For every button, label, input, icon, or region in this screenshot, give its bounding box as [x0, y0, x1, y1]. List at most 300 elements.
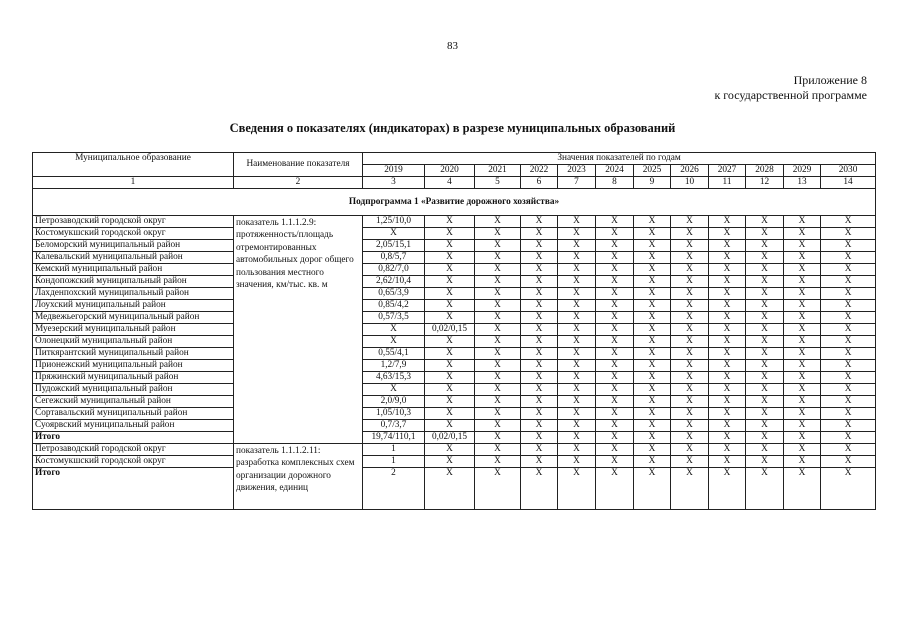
municipality-cell: Кондопожский муниципальный район — [33, 276, 234, 288]
value-cell: Х — [709, 216, 746, 228]
column-number: 3 — [363, 177, 425, 189]
value-cell: Х — [746, 300, 784, 312]
value-cell: 1 — [363, 456, 425, 468]
value-cell: Х — [709, 408, 746, 420]
column-number: 12 — [746, 177, 784, 189]
value-cell: Х — [709, 240, 746, 252]
total-value-cell: Х — [521, 432, 558, 444]
value-cell: Х — [475, 300, 521, 312]
value-cell: Х — [596, 264, 634, 276]
total-value-cell: Х — [671, 432, 709, 444]
value-cell: 0,55/4,1 — [363, 348, 425, 360]
value-cell: Х — [596, 408, 634, 420]
value-cell: Х — [558, 252, 596, 264]
table-row — [33, 360, 876, 372]
value-cell: Х — [671, 372, 709, 384]
header-indicator-name: Наименование показателя — [234, 153, 363, 177]
value-cell: Х — [746, 408, 784, 420]
value-cell: Х — [671, 444, 709, 456]
value-cell: Х — [709, 444, 746, 456]
municipality-cell: Беломорский муниципальный район — [33, 240, 234, 252]
table-row — [33, 336, 876, 348]
total-value-cell: Х — [821, 468, 876, 510]
column-number: 1 — [33, 177, 234, 189]
municipality-cell: Лоухский муниципальный район — [33, 300, 234, 312]
value-cell: Х — [709, 372, 746, 384]
value-cell: Х — [821, 252, 876, 264]
total-value-cell: 19,74/110,1 — [363, 432, 425, 444]
value-cell: Х — [596, 384, 634, 396]
value-cell: Х — [821, 384, 876, 396]
value-cell: Х — [521, 360, 558, 372]
table-row — [33, 240, 876, 252]
value-cell: Х — [671, 360, 709, 372]
value-cell: Х — [634, 300, 671, 312]
municipality-cell: Суоярвский муниципальный район — [33, 420, 234, 432]
column-number: 4 — [425, 177, 475, 189]
value-cell: Х — [634, 276, 671, 288]
value-cell: Х — [709, 336, 746, 348]
column-number: 11 — [709, 177, 746, 189]
value-cell: Х — [596, 456, 634, 468]
table-row — [33, 252, 876, 264]
total-value-cell: Х — [521, 468, 558, 510]
municipality-cell: Муезерский муниципальный район — [33, 324, 234, 336]
value-cell: Х — [634, 396, 671, 408]
value-cell: Х — [821, 240, 876, 252]
value-cell: Х — [521, 300, 558, 312]
value-cell: Х — [671, 408, 709, 420]
value-cell: Х — [521, 348, 558, 360]
value-cell: Х — [746, 228, 784, 240]
table-row — [33, 276, 876, 288]
value-cell: Х — [784, 372, 821, 384]
value-cell: Х — [821, 456, 876, 468]
value-cell: Х — [521, 288, 558, 300]
table-row — [33, 288, 876, 300]
column-number: 13 — [784, 177, 821, 189]
value-cell: 0,7/3,7 — [363, 420, 425, 432]
value-cell: Х — [634, 456, 671, 468]
header-municipality: Муниципальное образование — [33, 153, 234, 177]
value-cell: Х — [634, 384, 671, 396]
table-row — [33, 264, 876, 276]
total-value-cell: Х — [709, 468, 746, 510]
value-cell: Х — [821, 348, 876, 360]
value-cell: Х — [784, 444, 821, 456]
value-cell: Х — [671, 324, 709, 336]
value-cell: Х — [425, 396, 475, 408]
value-cell: Х — [634, 264, 671, 276]
total-value-cell: Х — [558, 468, 596, 510]
value-cell: Х — [475, 444, 521, 456]
value-cell: Х — [784, 336, 821, 348]
value-cell: Х — [784, 276, 821, 288]
header-year: 2021 — [475, 165, 521, 177]
municipality-cell: Петрозаводский городской округ — [33, 216, 234, 228]
header-year: 2023 — [558, 165, 596, 177]
value-cell: Х — [425, 456, 475, 468]
table-row — [33, 300, 876, 312]
column-number: 2 — [234, 177, 363, 189]
municipality-cell: Лахденпохский муниципальный район — [33, 288, 234, 300]
municipality-cell: Олонецкий муниципальный район — [33, 336, 234, 348]
value-cell: 0,85/4,2 — [363, 300, 425, 312]
total-row — [33, 468, 876, 510]
value-cell: Х — [558, 456, 596, 468]
value-cell: Х — [784, 456, 821, 468]
value-cell: Х — [521, 276, 558, 288]
value-cell: Х — [425, 240, 475, 252]
value-cell: Х — [596, 360, 634, 372]
value-cell: Х — [558, 420, 596, 432]
municipality-cell: Пряжинский муниципальный район — [33, 372, 234, 384]
value-cell: Х — [558, 396, 596, 408]
value-cell: Х — [596, 228, 634, 240]
value-cell: Х — [634, 252, 671, 264]
municipality-cell: Кемский муниципальный район — [33, 264, 234, 276]
value-cell: Х — [634, 324, 671, 336]
value-cell: Х — [475, 420, 521, 432]
value-cell: Х — [634, 420, 671, 432]
value-cell: Х — [475, 252, 521, 264]
value-cell: Х — [821, 396, 876, 408]
header-row — [33, 153, 876, 165]
value-cell: Х — [425, 408, 475, 420]
value-cell: Х — [784, 264, 821, 276]
total-value-cell: Х — [596, 432, 634, 444]
page-number: 83 — [447, 40, 458, 52]
value-cell: Х — [363, 336, 425, 348]
total-value-cell: 2 — [363, 468, 425, 510]
value-cell: Х — [709, 420, 746, 432]
value-cell: Х — [821, 300, 876, 312]
value-cell: Х — [521, 216, 558, 228]
value-cell: Х — [425, 444, 475, 456]
value-cell: 2,0/9,0 — [363, 396, 425, 408]
value-cell: Х — [425, 420, 475, 432]
value-cell: Х — [709, 276, 746, 288]
value-cell: Х — [671, 240, 709, 252]
value-cell: Х — [425, 300, 475, 312]
value-cell: Х — [475, 228, 521, 240]
value-cell: Х — [558, 384, 596, 396]
value-cell: Х — [821, 408, 876, 420]
value-cell: Х — [363, 384, 425, 396]
header-year: 2029 — [784, 165, 821, 177]
value-cell: Х — [821, 324, 876, 336]
value-cell: 4,63/15,3 — [363, 372, 425, 384]
value-cell: Х — [596, 252, 634, 264]
value-cell: Х — [671, 384, 709, 396]
municipality-cell: Сегежский муниципальный район — [33, 396, 234, 408]
value-cell: Х — [746, 288, 784, 300]
column-number: 8 — [596, 177, 634, 189]
column-numbers-row — [33, 177, 876, 189]
indicator-name-cell: показатель 1.1.1.2.9: протяженность/площадь отремонтированных автомобильных дорог общего пользования местного значения, км/тыс. кв. м — [234, 216, 363, 444]
value-cell: Х — [709, 396, 746, 408]
value-cell: Х — [425, 336, 475, 348]
value-cell: 1,05/10,3 — [363, 408, 425, 420]
municipality-cell: Питкярантский муниципальный район — [33, 348, 234, 360]
value-cell: Х — [363, 324, 425, 336]
total-value-cell: Х — [671, 468, 709, 510]
municipality-cell: Калевальский муниципальный район — [33, 252, 234, 264]
value-cell: Х — [558, 348, 596, 360]
value-cell: Х — [363, 228, 425, 240]
value-cell: Х — [596, 444, 634, 456]
value-cell: Х — [475, 324, 521, 336]
value-cell: Х — [558, 216, 596, 228]
value-cell: Х — [558, 336, 596, 348]
value-cell: Х — [746, 312, 784, 324]
value-cell: Х — [821, 360, 876, 372]
header-year: 2019 — [363, 165, 425, 177]
value-cell: Х — [558, 360, 596, 372]
total-value-cell: Х — [784, 432, 821, 444]
value-cell: Х — [671, 312, 709, 324]
appendix-caption — [714, 73, 867, 103]
value-cell: Х — [475, 408, 521, 420]
appendix-line-2: к государственной программе — [714, 88, 867, 102]
value-cell: Х — [558, 228, 596, 240]
value-cell: 1,2/7,9 — [363, 360, 425, 372]
value-cell: 0,02/0,15 — [425, 324, 475, 336]
total-value-cell: Х — [475, 432, 521, 444]
value-cell: Х — [821, 276, 876, 288]
table-row — [33, 396, 876, 408]
municipality-cell: Прионежский муниципальный район — [33, 360, 234, 372]
value-cell: 2,62/10,4 — [363, 276, 425, 288]
value-cell: Х — [558, 264, 596, 276]
value-cell: Х — [596, 324, 634, 336]
municipality-cell: Пудожский муниципальный район — [33, 384, 234, 396]
value-cell: Х — [784, 408, 821, 420]
value-cell: Х — [784, 228, 821, 240]
column-number: 5 — [475, 177, 521, 189]
total-value-cell: Х — [784, 468, 821, 510]
header-year: 2026 — [671, 165, 709, 177]
value-cell: Х — [671, 228, 709, 240]
value-cell: Х — [671, 348, 709, 360]
value-cell: Х — [521, 372, 558, 384]
value-cell: Х — [709, 348, 746, 360]
value-cell: Х — [475, 396, 521, 408]
value-cell: Х — [521, 396, 558, 408]
header-year: 2027 — [709, 165, 746, 177]
total-row — [33, 432, 876, 444]
table-row — [33, 420, 876, 432]
table-row — [33, 384, 876, 396]
municipality-cell: Медвежьегорский муниципальный район — [33, 312, 234, 324]
value-cell: Х — [709, 324, 746, 336]
value-cell: Х — [746, 216, 784, 228]
value-cell: Х — [475, 264, 521, 276]
total-label: Итого — [33, 468, 234, 510]
value-cell: Х — [784, 324, 821, 336]
value-cell: Х — [596, 276, 634, 288]
value-cell: Х — [784, 288, 821, 300]
value-cell: Х — [521, 408, 558, 420]
value-cell: Х — [425, 348, 475, 360]
value-cell: Х — [709, 300, 746, 312]
header-year: 2024 — [596, 165, 634, 177]
header-year: 2028 — [746, 165, 784, 177]
value-cell: Х — [634, 336, 671, 348]
value-cell: Х — [709, 288, 746, 300]
value-cell: Х — [596, 348, 634, 360]
value-cell: Х — [821, 288, 876, 300]
value-cell: Х — [784, 240, 821, 252]
value-cell: Х — [821, 264, 876, 276]
value-cell: Х — [634, 444, 671, 456]
value-cell: Х — [746, 420, 784, 432]
value-cell: Х — [558, 312, 596, 324]
value-cell: Х — [671, 264, 709, 276]
column-number: 6 — [521, 177, 558, 189]
value-cell: Х — [425, 216, 475, 228]
value-cell: Х — [475, 240, 521, 252]
value-cell: Х — [671, 252, 709, 264]
value-cell: Х — [475, 348, 521, 360]
indicators-table — [32, 152, 876, 510]
value-cell: Х — [521, 420, 558, 432]
total-value-cell: Х — [746, 432, 784, 444]
table-row — [33, 444, 876, 456]
value-cell: Х — [425, 264, 475, 276]
value-cell: Х — [475, 456, 521, 468]
value-cell: Х — [425, 312, 475, 324]
value-cell: Х — [596, 300, 634, 312]
value-cell: Х — [475, 312, 521, 324]
column-number: 7 — [558, 177, 596, 189]
value-cell: Х — [746, 396, 784, 408]
value-cell: Х — [425, 372, 475, 384]
municipality-cell: Сортавальский муниципальный район — [33, 408, 234, 420]
subprogram-title: Подпрограмма 1 «Развитие дорожного хозяйства» — [33, 189, 876, 216]
value-cell: Х — [784, 420, 821, 432]
value-cell: Х — [784, 348, 821, 360]
value-cell: Х — [425, 360, 475, 372]
value-cell: Х — [634, 216, 671, 228]
subprogram-row — [33, 189, 876, 216]
value-cell: Х — [558, 288, 596, 300]
value-cell: Х — [746, 240, 784, 252]
value-cell: Х — [634, 408, 671, 420]
table-head — [33, 153, 876, 189]
value-cell: 0,82/7,0 — [363, 264, 425, 276]
document-title: Сведения о показателях (индикаторах) в разрезе муниципальных образований — [229, 121, 676, 135]
value-cell: Х — [521, 264, 558, 276]
table-row — [33, 372, 876, 384]
appendix-line-1: Приложение 8 — [793, 73, 867, 87]
value-cell: Х — [521, 336, 558, 348]
value-cell: Х — [746, 276, 784, 288]
total-value-cell: Х — [475, 468, 521, 510]
value-cell: Х — [709, 384, 746, 396]
header-year: 2030 — [821, 165, 876, 177]
value-cell: Х — [671, 276, 709, 288]
value-cell: Х — [821, 216, 876, 228]
value-cell: Х — [746, 348, 784, 360]
table-row — [33, 312, 876, 324]
value-cell: Х — [746, 360, 784, 372]
value-cell: 0,57/3,5 — [363, 312, 425, 324]
value-cell: Х — [821, 228, 876, 240]
value-cell: Х — [521, 384, 558, 396]
value-cell: Х — [746, 444, 784, 456]
value-cell: Х — [746, 336, 784, 348]
value-cell: Х — [784, 396, 821, 408]
table-row — [33, 228, 876, 240]
value-cell: Х — [746, 384, 784, 396]
value-cell: Х — [558, 408, 596, 420]
value-cell: Х — [425, 252, 475, 264]
value-cell: Х — [821, 444, 876, 456]
value-cell: Х — [821, 312, 876, 324]
total-value-cell: 0,02/0,15 — [425, 432, 475, 444]
value-cell: Х — [784, 300, 821, 312]
value-cell: Х — [671, 456, 709, 468]
value-cell: 2,05/15,1 — [363, 240, 425, 252]
total-value-cell: Х — [558, 432, 596, 444]
value-cell: Х — [634, 240, 671, 252]
value-cell: Х — [746, 372, 784, 384]
value-cell: Х — [475, 288, 521, 300]
value-cell: Х — [784, 252, 821, 264]
value-cell: Х — [709, 312, 746, 324]
value-cell: Х — [596, 312, 634, 324]
value-cell: Х — [671, 336, 709, 348]
value-cell: Х — [558, 300, 596, 312]
value-cell: Х — [671, 396, 709, 408]
total-value-cell: Х — [634, 468, 671, 510]
value-cell: Х — [521, 324, 558, 336]
value-cell: Х — [634, 372, 671, 384]
value-cell: Х — [634, 360, 671, 372]
value-cell: Х — [425, 384, 475, 396]
value-cell: Х — [596, 396, 634, 408]
table-body — [33, 189, 876, 510]
table-row — [33, 216, 876, 228]
municipality-cell: Костомукшский городской округ — [33, 456, 234, 468]
value-cell: Х — [709, 264, 746, 276]
value-cell: Х — [596, 288, 634, 300]
value-cell: 1 — [363, 444, 425, 456]
column-number: 9 — [634, 177, 671, 189]
value-cell: Х — [521, 456, 558, 468]
value-cell: Х — [558, 276, 596, 288]
value-cell: Х — [521, 444, 558, 456]
value-cell: Х — [634, 228, 671, 240]
value-cell: Х — [784, 360, 821, 372]
value-cell: Х — [596, 240, 634, 252]
value-cell: Х — [521, 312, 558, 324]
value-cell: Х — [521, 228, 558, 240]
value-cell: Х — [425, 276, 475, 288]
municipality-cell: Костомукшский городской округ — [33, 228, 234, 240]
value-cell: Х — [596, 216, 634, 228]
value-cell: Х — [709, 360, 746, 372]
value-cell: Х — [634, 288, 671, 300]
value-cell: Х — [671, 288, 709, 300]
table-row — [33, 348, 876, 360]
value-cell: Х — [558, 444, 596, 456]
total-value-cell: Х — [746, 468, 784, 510]
value-cell: Х — [425, 228, 475, 240]
value-cell: Х — [784, 384, 821, 396]
value-cell: Х — [475, 216, 521, 228]
